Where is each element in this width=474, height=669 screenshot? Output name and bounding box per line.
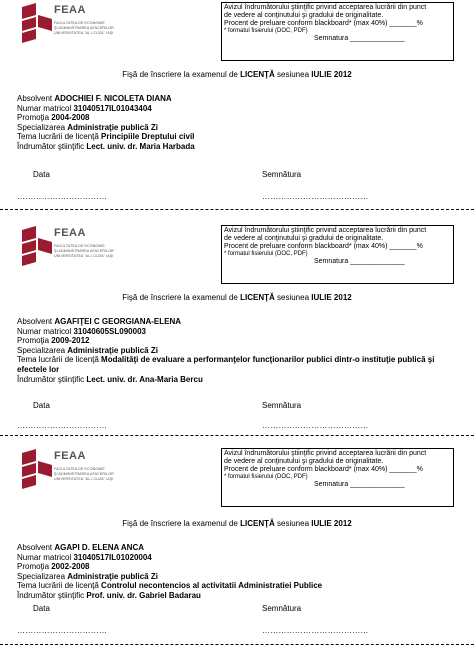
signature-label: Semnătura [262, 170, 302, 179]
specialization: Administraţie publică Zi [67, 571, 158, 581]
date-field: …………………………… [17, 626, 108, 635]
student-name: AGAPI D. ELENA ANCA [54, 543, 144, 552]
advisor-approval-box: Avizul îndrumătorului ştiinţific privind acceptarea lucrării din punct de vedere al conţinutului şi gradului de originalitate. Procent de preluare conform blackboard* (max 40%) _______% * formatul fisierului (DOC, PDF) Semnatura ______________ [221, 448, 454, 507]
signature-label: Semnătura [262, 604, 302, 613]
advisor-approval-box: Avizul îndrumătorului ştiinţific privind acceptarea lucrării din punct de vedere al conţinutului şi gradului de originalitate. Procent de preluare conform blackboard* (max 40%) _______% * formatul fisierului (DOC, PDF) Semnatura ______________ [221, 225, 454, 284]
signature-label: Semnătura [262, 401, 302, 410]
student-name: ADOCHIEI F. NICOLETA DIANA [54, 94, 172, 103]
specialization: Administraţie publică Zi [67, 345, 158, 355]
date-label: Data [33, 604, 50, 613]
date-field: …………………………… [17, 192, 108, 201]
form-separator [0, 644, 474, 645]
form-separator [0, 209, 474, 210]
student-info: Absolvent ADOCHIEI F. NICOLETA DIANA Numar matricol 31040517IL01043404 Promoţia 2004-2008 Specializarea Administraţie publică Zi Tema lucrării de licenţă Principiile Dreptului civil Îndrumător ştiinţific Lect. univ. dr. Maria Harbada [17, 94, 195, 151]
thesis-topic: Controlul necontencios al activitatii Administratiei Publice [101, 581, 323, 591]
feaa-logo: FEAA FACULTATEA DE ECONOMIE ŞI ADMINISTRAREA AFACERILOR UNIVERSITATEA "AL.I.CUZA" IAŞI [20, 226, 132, 274]
signature-field: ………………………………… [262, 421, 369, 430]
student-name: AGAFIŢEI C GEORGIANA-ELENA [54, 317, 182, 326]
graduation-years: 2002-2008 [51, 562, 90, 572]
graduation-years: 2004-2008 [51, 113, 90, 123]
signature-field: ………………………………… [262, 192, 369, 201]
date-field: …………………………… [17, 421, 108, 430]
form-separator [0, 435, 474, 436]
advisor: Lect. univ. dr. Maria Harbada [86, 141, 195, 151]
signature-field: ………………………………… [262, 626, 369, 635]
graduation-years: 2009-2012 [51, 336, 90, 346]
thesis-topic: Principiile Dreptului civil [101, 132, 195, 142]
thesis-topic: Modalităţi de evaluare a performanţelor funcţionarilor publici dintr-o instituţie publică şi efectele lor [17, 355, 435, 374]
student-info: Absolvent AGAPI D. ELENA ANCA Numar matricol 31040517IL01020004 Promoţia 2002-2008 Specializarea Administraţie publică Zi Tema lucrării de licenţă Controlul necontencios al activitatii Administratiei Publice Îndrumător ştiinţific Prof. univ. dr. Gabriel Badarau [17, 543, 323, 600]
advisor: Prof. univ. dr. Gabriel Badarau [86, 590, 201, 600]
student-id: 31040517IL01020004 [73, 552, 152, 562]
form-title: Fişă de înscriere la examenul de LICENŢĂ sesiunea IULIE 2012 [122, 70, 352, 79]
form-title: Fişă de înscriere la examenul de LICENŢĂ sesiunea IULIE 2012 [122, 293, 352, 302]
student-id: 31040605SL090003 [73, 326, 146, 336]
specialization: Administraţie publică Zi [67, 122, 158, 132]
form-title: Fişă de înscriere la examenul de LICENŢĂ sesiunea IULIE 2012 [122, 519, 352, 528]
student-info: Absolvent AGAFIŢEI C GEORGIANA-ELENA Numar matricol 31040605SL090003 Promoţia 2009-2012 Specializarea Administraţie publică Zi Tema lucrării de licenţă Modalităţi de evaluare a performanţelor funcţionarilor publici dintr-o instituţie publică şi efectele lor Îndrumător ştiinţific Lect. univ. dr. Ana-Maria Bercu [17, 317, 435, 384]
advisor: Lect. univ. dr. Ana-Maria Bercu [86, 374, 203, 384]
advisor-approval-box: Avizul îndrumătorului ştiinţific privind acceptarea lucrării din punct de vedere al conţinutului şi gradului de originalitate. Procent de preluare conform blackboard* (max 40%) _______% * formatul fisierului (DOC, PDF) Semnatura ______________ [221, 2, 454, 61]
feaa-logo: FEAA FACULTATEA DE ECONOMIE ŞI ADMINISTRAREA AFACERILOR UNIVERSITATEA "AL.I.CUZA" IAŞI [20, 3, 132, 51]
date-label: Data [33, 401, 50, 410]
feaa-logo: FEAA FACULTATEA DE ECONOMIE ŞI ADMINISTRAREA AFACERILOR UNIVERSITATEA "AL.I.CUZA" IAŞI [20, 449, 132, 497]
date-label: Data [33, 170, 50, 179]
student-id: 31040517IL01043404 [73, 103, 152, 113]
